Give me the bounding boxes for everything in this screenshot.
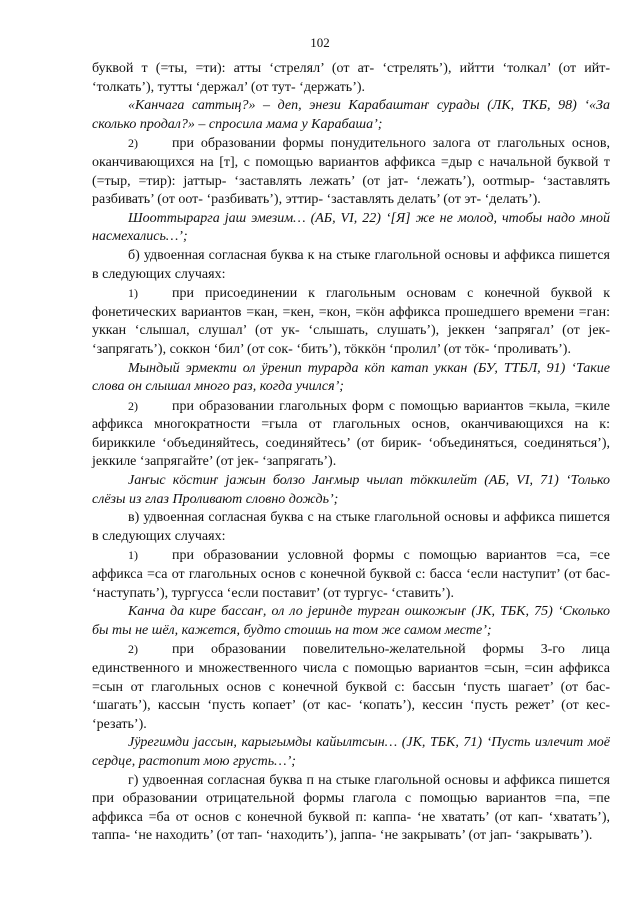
list-number: 2) <box>128 136 138 151</box>
list-number: 1) <box>128 548 138 563</box>
paragraph: б) удвоенная согласная буква к на стыке глагольной основы и аффикса пишется в следующих случаях: <box>92 247 610 282</box>
numbered-paragraph <box>92 134 610 209</box>
numbered-paragraph <box>92 546 610 603</box>
page-body <box>92 60 610 846</box>
paragraph-text: при присоединении к глагольным основам с конечной буквой к фонетических вариантов =кан, =кен, =кон, =кӧн аффикса прошедшего времени =ган: уккан ‘слышал, слушал’ (от ук- ‘слышать, слушать’), јеккен ‘запрягал’ (от јек- ‘запрягать’), соккон ‘бил’ (от сок- ‘бить’), тӧккӧн ‘пролил’ (от тӧк- ‘проливать’). <box>92 286 610 357</box>
paragraph: в) удвоенная согласная буква с на стыке глагольной основы и аффикса пишется в следующих случаях: <box>92 510 610 544</box>
list-number: 2) <box>128 642 138 657</box>
list-number: 2) <box>128 398 138 413</box>
paragraph-text: при образовании формы понудительного залога от глагольных основ, оканчивающихся на [т], с помощью вариантов аффикса =дыр с начальной буквой т (=тыр, =тир): јаттыр- ‘заставлять лежать’ (от јат- ‘лежать’), оотmыр- ‘заставлять разбивать’ (от оот- ‘разбивать’), эттир- ‘заставлять делать’ (от эт- ‘делать’). <box>92 136 610 208</box>
numbered-paragraph <box>92 640 610 734</box>
paragraph: г) удвоенная согласная буква п на стыке глагольной основы и аффикса пишется при образовании отрицательной формы глагола с помощью вариантов =па, =пе аффикса =ба от основ с конечной буквой п: каппа- ‘не хватать’ (от кап- ‘хватать’), таппа- ‘не находить’ (от тап- ‘находить’), јаппа- ‘не закрывать’ (от јап- ‘закрывать’). <box>92 772 610 844</box>
list-number: 1) <box>128 286 138 301</box>
example-paragraph: Шооттыраргa јаш эмезим… (АБ, VI, 22) ‘[Я] же не молод, чтобы надо мной насмехались…’; <box>92 210 610 245</box>
example-paragraph: Јӱрегимди јассын, карыгымды кайылтсын… (ЈК, ТБК, 71) ‘Пусть излечит моё сердце, растопит мою грусть…’; <box>92 735 610 769</box>
page-number: 102 <box>310 35 330 50</box>
numbered-paragraph <box>92 284 610 359</box>
example-paragraph: «Канчага саттың?» – деп, энези Карабаштаҥ сурады (ЛК, ТКБ, 98) ‘«За сколько продал?» – спросила мама у Карабаша’; <box>92 98 610 132</box>
paragraph-text: при образовании условной формы с помощью вариантов =са, =се аффикса =са от глагольных основ с конечной буквой с: басса ‘если наступит’ (от бас- ‘наступать’), тургусса ‘если поставит’ (от тургус- ‘ставить’). <box>92 548 610 601</box>
example-paragraph: Јаҥыс кӧстиҥ јажын болзо Јаҥмыр чылап тӧккилейт (АБ, VI, 71) ‘Только слёзы из глаз Проливают словно дождь’; <box>92 473 610 507</box>
example-paragraph: Мындый эрмекти ол ӱренип турарда кӧп катап уккан (БУ, ТТБЛ, 91) ‘Такие слова он слышал много раз, когда учился’; <box>92 360 610 395</box>
paragraph-text: при образовании повелительно-желательной формы 3-го лица единственного и множественного числа с помощью вариантов =сын, =син аффикса =сын от глагольных основ с конечной буквой с: бассын ‘пусть шагает’ (от бас- ‘шагать’), кассын ‘пусть копает’ (от кас- ‘копать’), кессин ‘пусть режет’ (от кес- ‘резать’). <box>92 642 610 732</box>
example-paragraph: Канча да кире бассаҥ, ол ло јеринде турган ошкожыҥ (ЈК, ТБК, 75) ‘Сколько бы ты не шёл, кажется, будто стоишь на том же самом месте’; <box>92 604 610 638</box>
paragraph: буквой т (=ты, =ти): атты ‘стрелял’ (от ат- ‘стрелять’), ийтти ‘толкал’ (от ийт- ‘толкать’), тутты ‘держал’ (от тут- ‘держать’). <box>92 61 610 95</box>
numbered-paragraph <box>92 397 610 472</box>
paragraph-text: при образовании глагольных форм с помощью вариантов =кыла, =киле аффикса многократности =гыла от глагольных основ, оканчивающихся на к: бириккиле ‘объединяйтесь, соединяйтесь’ (от бирик- ‘объединяться, соединяться’), јеккиле ‘запрягайте’ (от јек- ‘запрягать’). <box>92 398 610 470</box>
